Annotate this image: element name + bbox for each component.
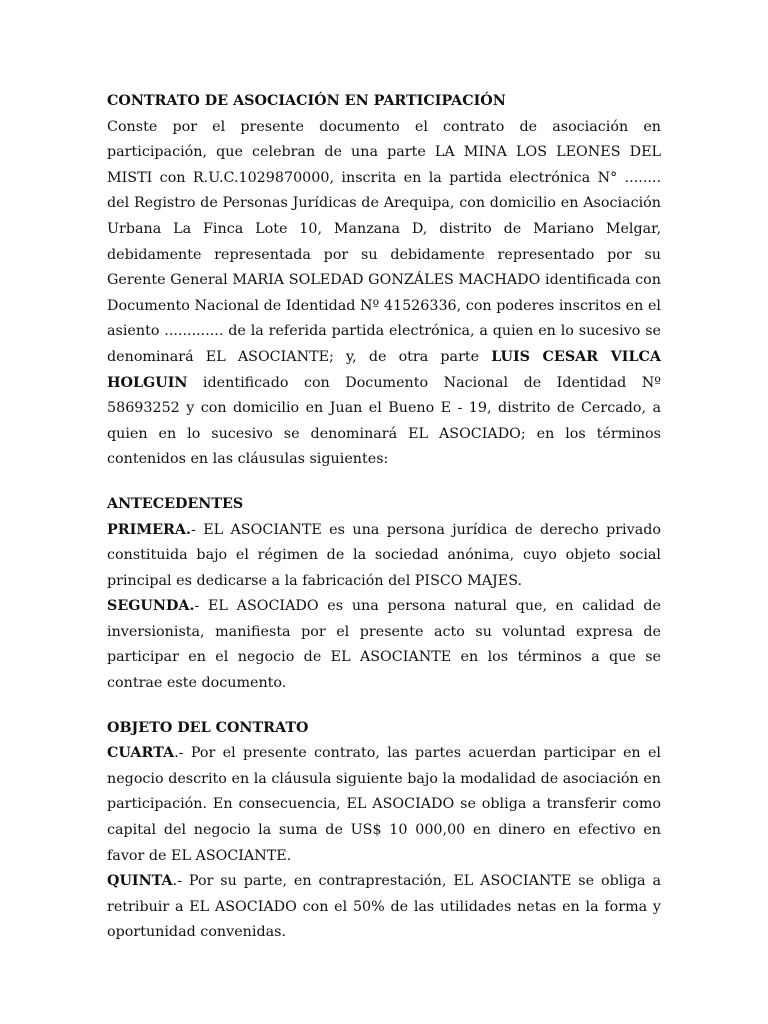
clause-label: QUINTA [107, 873, 173, 890]
clause-label: SEGUNDA. [107, 598, 195, 615]
clause-primera [107, 518, 661, 595]
clause-text: - EL ASOCIADO es una persona natural que, en calidad de inversionista, manifiesta por el presente acto su voluntad expresa de participar en el negocio de EL ASOCIANTE en los términos a que se contrae este documento. [107, 598, 661, 692]
intro-paragraph [107, 115, 661, 473]
clause-segunda [107, 594, 661, 696]
clause-label: CUARTA [107, 745, 175, 762]
associate-name: LUIS CESAR VILCA HOLGUIN [107, 348, 661, 391]
clause-text: .- Por el presente contrato, las partes acuerdan participar en el negocio descrito en la cláusula siguiente bajo la modalidad de asociación en participación. En consecuencia, EL ASOCIADO se obliga a transferir como capital del negocio la suma de US$ 10 000,00 en dinero en efectivo en favor de EL ASOCIANTE. [107, 745, 661, 864]
document-title: CONTRATO DE ASOCIACIÓN EN PARTICIPACIÓN [107, 93, 506, 109]
intro-text-2: identificado con Documento Nacional de Identidad Nº 58693252 y con domicilio en Juan el Bueno E - 19, distrito de Cercado, a quien en lo sucesivo se denominará EL ASOCIADO; en los términos contenidos en las cláusulas siguientes: [107, 374, 661, 468]
intro-text-1: Conste por el presente documento el contrato de asociación en participación, que celebran de una parte LA MINA LOS LEONES DEL MISTI con R.U.C.1029870000, inscrita en la partida electrónica N° ........ del Registro de Personas Jurídicas de Arequipa, con domicilio en Asociación Urbana La Finca Lote 10, Manzana D, distrito de Mariano Melgar, debidamente representada por su debidamente representado por su Gerente General MARIA SOLEDAD GONZÁLES MACHADO identificada con Documento Nacional de Identidad Nº 41526336, con poderes inscritos en el asiento ............. de la referida partida electrónica, a quien en lo sucesivo se denominará EL ASOCIANTE; y, de otra parte [107, 118, 661, 365]
clause-label: PRIMERA. [107, 521, 191, 538]
clause-text: .- Por su parte, en contraprestación, EL ASOCIANTE se obliga a retribuir a EL ASOCIADO con el 50% de las utilidades netas en la forma y oportunidad convenidas. [107, 873, 661, 941]
section-gap [107, 473, 661, 492]
clause-cuarta [107, 741, 661, 869]
section-gap [107, 697, 661, 716]
clause-quinta [107, 869, 661, 946]
section-heading-antecedentes: ANTECEDENTES [107, 495, 244, 512]
clause-text: - EL ASOCIANTE es una persona jurídica de derecho privado constituida bajo el régimen de la sociedad anónima, cuyo objeto social principal es dedicarse a la fabricación del PISCO MAJES. [107, 521, 661, 589]
section-heading-objeto: OBJETO DEL CONTRATO [107, 719, 309, 736]
